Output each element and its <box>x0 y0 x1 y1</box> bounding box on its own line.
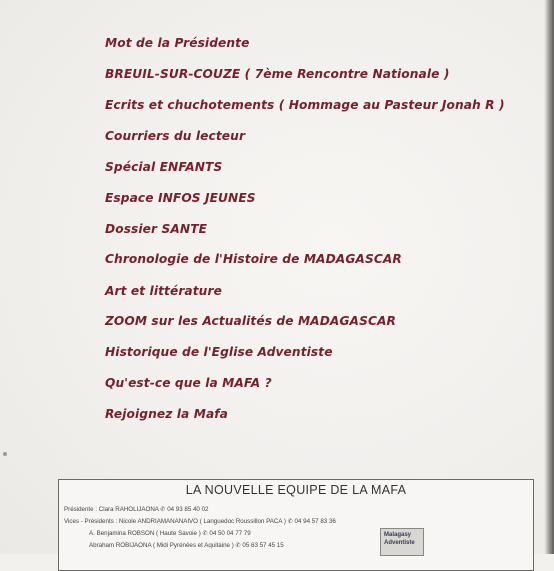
toc-item[interactable]: Ecrits et chuchotements ( Hommage au Pasteur Jonah R ) <box>105 98 505 112</box>
mafa-logo: Malagasy Adventiste <box>380 528 424 556</box>
team-row-president: Présidente : Clara RAHOLIJAONA ✆ 04 93 85 40 02 <box>64 506 209 513</box>
toc-item[interactable]: Dossier SANTE <box>105 222 208 236</box>
toc-item[interactable]: Chronologie de l'Histoire de MADAGASCAR <box>105 252 402 266</box>
toc-item[interactable]: Qu'est-ce que la MAFA ? <box>105 376 272 390</box>
toc-item[interactable]: Espace INFOS JEUNES <box>105 191 256 205</box>
toc-item[interactable]: Spécial ENFANTS <box>105 160 223 174</box>
team-row-vice-presidents: Vices - Présidents : Nicole ANDRIAMANANAIVO ( Languedoc Roussillon PACA ) ✆ 04 94 57 83 36 <box>64 518 336 525</box>
toc-item[interactable]: Historique de l'Eglise Adventiste <box>105 345 333 359</box>
team-row-member: A. Benjamina ROBSON ( Haute Savoie ) ✆ 04 50 04 77 79 <box>89 530 251 537</box>
team-box <box>58 479 534 571</box>
page-spine-shadow <box>544 0 554 554</box>
toc-item[interactable]: Mot de la Présidente <box>105 36 250 50</box>
toc-item[interactable]: ZOOM sur les Actualités de MADAGASCAR <box>105 314 397 328</box>
team-row-member: Abraham ROBIJAONA ( Midi Pyrénées et Aquitaine ) ✆ 05 63 57 45 15 <box>89 542 284 549</box>
toc-item[interactable]: Rejoignez la Mafa <box>105 407 228 421</box>
toc-item[interactable]: BREUIL-SUR-COUZE ( 7ème Rencontre Nationale ) <box>105 67 450 81</box>
toc-item[interactable]: Courriers du lecteur <box>105 129 246 143</box>
margin-mark <box>3 452 7 456</box>
toc-item[interactable]: Art et littérature <box>105 284 222 298</box>
team-title: LA NOUVELLE EQUIPE DE LA MAFA <box>185 483 407 497</box>
